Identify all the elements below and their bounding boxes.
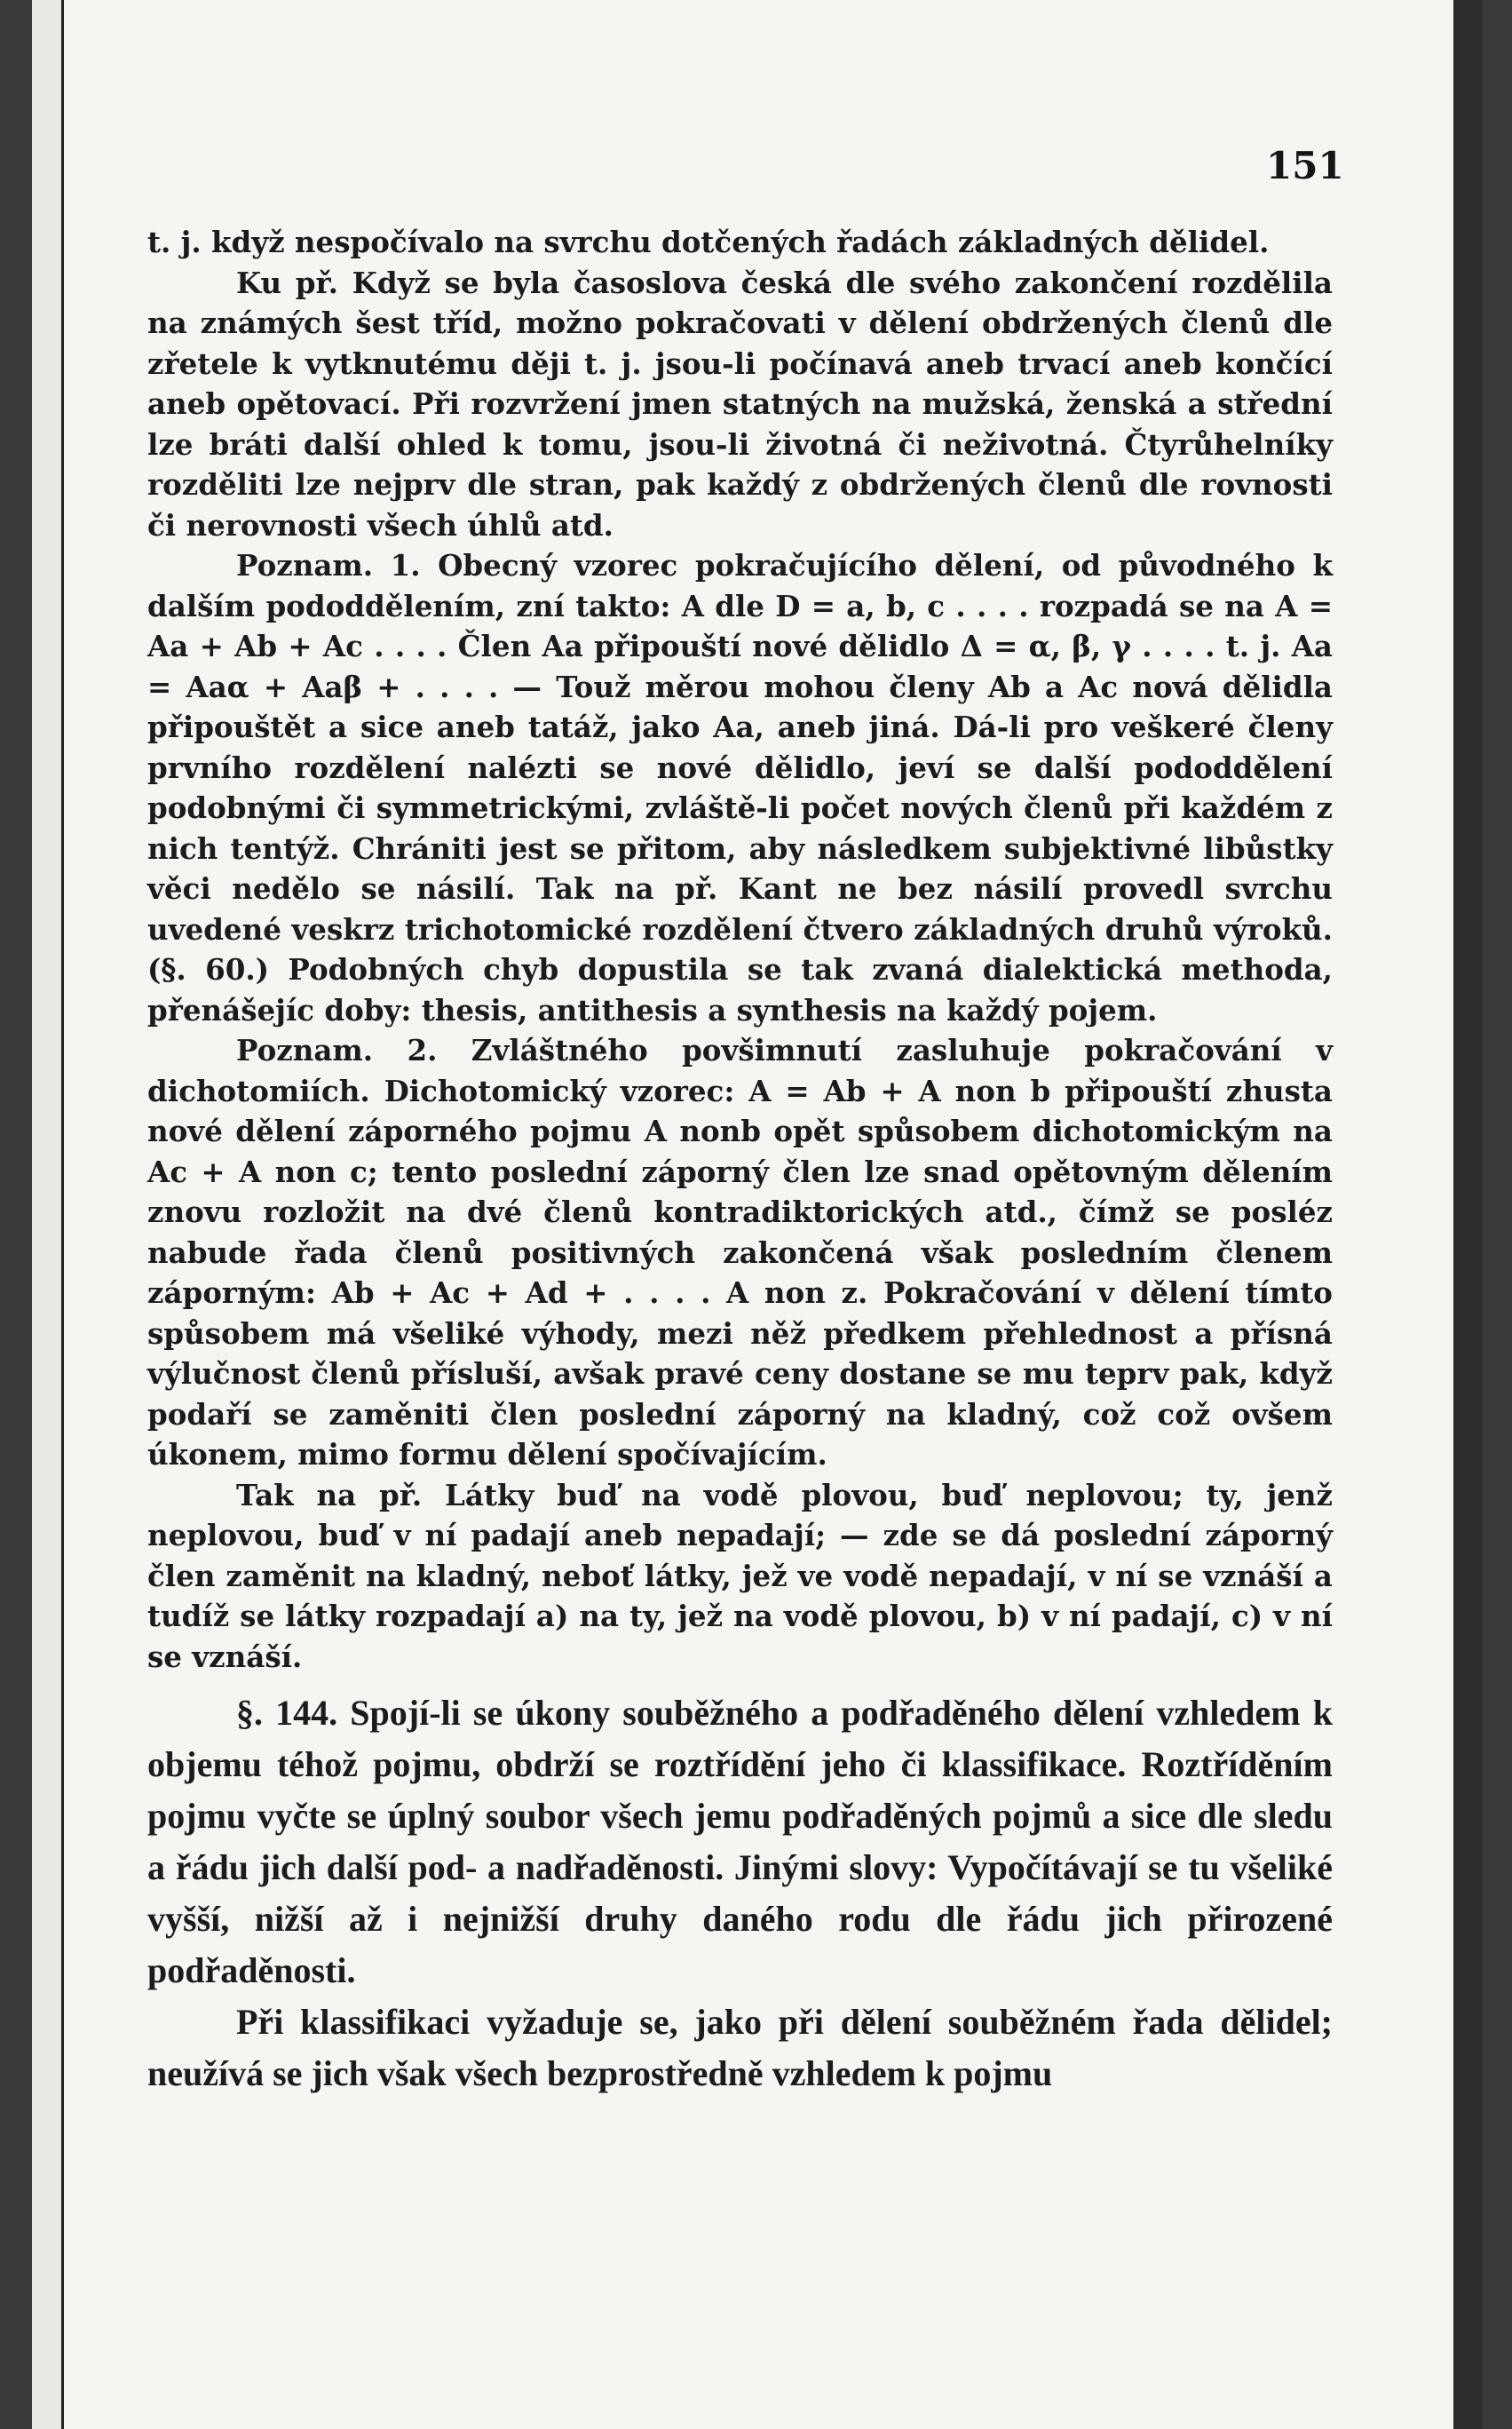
paragraph-section-144: §. 144. Spojí-li se úkony souběžného a podřaděného dělení vzhledem k objemu téhož pojmu, obdrží se roztřídění jeho či klassifikace. Roztříděním pojmu vyčte se úplný soubor všech jemu podřaděných pojmů a sice dle sledu a řádu jich další pod- a nadřaděnosti. Jinými slovy: Vypočítávají se tu všeliké vyšší, nižší až i nejnižší druhy daného rodu dle řádu jich přirozené podřaděnosti.	[147, 1693, 1333, 1990]
paragraph-example: Ku př. Když se byla časoslova česká dle svého zakončení rozdělila na známých šest tříd, možno pokračovati v dělení obdržených členů dle zřetele k vytknutému ději t. j. jsou-li počínavá aneb trvací aneb končící aneb opětovací. Při rozvržení jmen statných na mužská, ženská a střední lze bráti další ohled k tomu, jsou-li životná či neživotná. Čtyrůhelníky rozděliti lze nejprv dle stran, pak každý z obdržených členů dle rovnosti či nerovnosti všech úhlů atd.	[147, 265, 1333, 543]
page-body	[147, 222, 1333, 2100]
paragraph-continuation: t. j. když nespočívalo na svrchu dotčených řadách základných dělidel.	[147, 225, 1270, 259]
paragraph-note-2: Poznam. 2. Zvláštného povšimnutí zasluhuje pokračování v dichotomiích. Dichotomický vzorec: A = Ab + A non b připouští zhusta nové dělení záporného pojmu A nonb opět spůsobem dichotomickým na Ac + A non c; tento poslední záporný člen lze snad opětovným dělením znovu rozložit na dvé členů kontradiktorických atd., čímž se posléz nabude řada členů positivných zakončená však posledním členem záporným: Ab + Ac + Ad + . . . . A non z. Pokračování v dělení tímto spůsobem má všeliké výhody, mezi něž předkem přehlednost a přísná výlučnost členů přísluší, avšak pravé ceny dostane se mu teprv pak, když podaří se zaměniti člen poslední záporný na kladný, což což ovšem úkonem, mimo formu dělení spočívajícím.	[147, 1033, 1333, 1472]
paragraph-classification: Při klassifikaci vyžaduje se, jako při dělení souběžném řada dělidel; neužívá se jich však všech bezprostředně vzhledem k pojmu	[147, 2002, 1333, 2093]
paragraph-note-1: Poznam. 1. Obecný vzorec pokračujícího dělení, od původného k dalším pododdělením, zní takto: A dle D = a, b, c . . . . rozpadá se na A = Aa + Ab + Ac . . . . Člen Aa připouští nové dělidlo Δ = α, β, γ . . . . t. j. Aa = Aaα + Aaβ + . . . . — Touž měrou mohou členy Ab a Ac nová dělidla připouštět a sice aneb tatáž, jako Aa, aneb jiná. Dá-li pro veškeré členy prvního rozdělení nalézti se nové dělidlo, jeví se další pododdělení podobnými či symmetrickými, zvláště-li počet nových členů při každém z nich tentýž. Chrániti jest se přitom, aby následkem subjektivné libůstky věci nedělo se násilí. Tak na př. Kant ne bez násilí provedl svrchu uvedené veskrz trichotomické rozdělení čtvero základných druhů výroků. (§. 60.) Podobných chyb dopustila se tak zvaná dialektická methoda, přenášejíc doby: thesis, antithesis a synthesis na každý pojem.	[147, 548, 1333, 1028]
scan-border	[1453, 0, 1483, 2429]
small-print-section	[147, 222, 1333, 1677]
main-print-section	[147, 1687, 1333, 2100]
page-number: 151	[1266, 144, 1344, 187]
previous-page-edge	[32, 0, 64, 2429]
paragraph-example-2: Tak na př. Látky buď na vodě plovou, buď neplovou; ty, jenž neplovou, buď v ní padají aneb nepadají; — zde se dá poslední záporný člen zaměnit na kladný, neboť látky, jež ve vodě nepadají, v ní se vznáší a tudíž se látky rozpadají a) na ty, jež na vodě plovou, b) v ní padají, c) v ní se vznáší.	[147, 1477, 1333, 1674]
book-page	[32, 0, 1483, 2429]
